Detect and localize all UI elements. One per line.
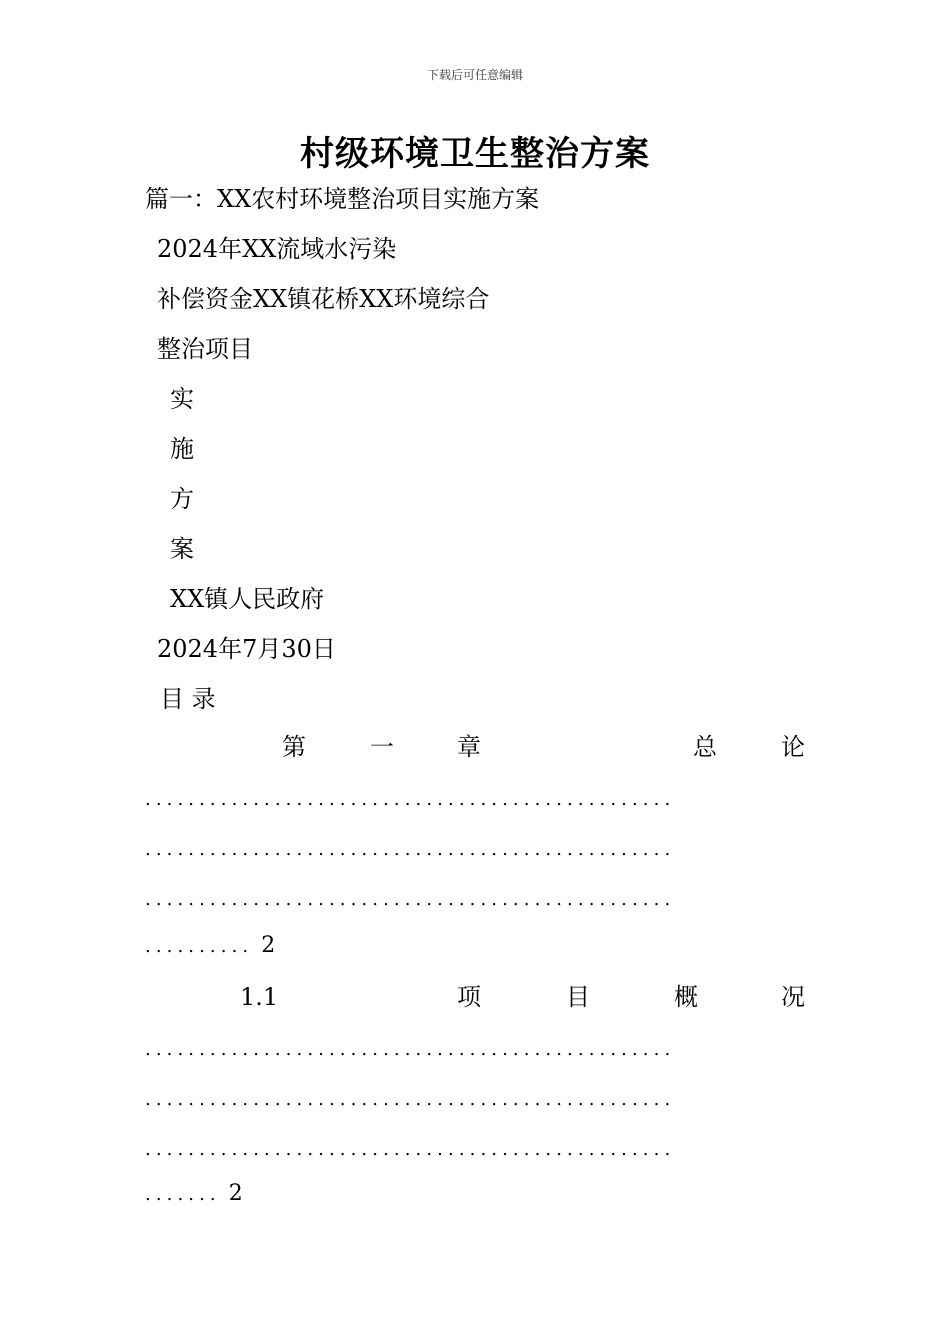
toc-heading: 目 录	[160, 685, 216, 713]
body-line: 2024年XX流域水污染	[157, 235, 397, 263]
toc-entry-word: 概	[674, 983, 698, 1011]
toc-entry-word: 章	[457, 733, 481, 761]
section-heading: 篇一：XX农村环境整治项目实施方案	[145, 185, 540, 213]
toc-entry-word: 第	[282, 733, 306, 761]
toc-leader-dots: .................................................	[145, 1039, 676, 1060]
body-line: 方	[170, 485, 194, 513]
toc-entry-word: 论	[781, 733, 805, 761]
toc-entry-word: 况	[781, 983, 805, 1011]
toc-page-number: 2	[261, 933, 276, 958]
toc-entry-page-line	[145, 1182, 243, 1207]
body-line: 施	[170, 435, 194, 463]
toc-entry-page-line	[145, 934, 275, 959]
toc-leader-dots: .................................................	[145, 1139, 676, 1160]
toc-entry-word: 总	[693, 733, 717, 761]
toc-entry-word: 目	[566, 983, 590, 1011]
toc-leader-dots: ..........	[145, 936, 254, 957]
toc-leader-dots: .................................................	[145, 889, 676, 910]
toc-leader-dots: .................................................	[145, 839, 676, 860]
toc-entry-word: 一	[370, 733, 394, 761]
header-note: 下载后可任意编辑	[426, 68, 523, 82]
toc-leader-dots: .................................................	[145, 789, 676, 810]
document-title: 村级环境卫生整治方案	[300, 134, 650, 174]
body-line: 实	[170, 385, 194, 413]
body-line: 案	[170, 535, 194, 563]
toc-leader-dots: .......	[145, 1184, 221, 1205]
body-line: 2024年7月30日	[157, 635, 336, 663]
toc-page-number: 2	[228, 1181, 243, 1206]
body-line: 整治项目	[157, 335, 253, 363]
body-line: XX镇人民政府	[170, 585, 325, 613]
toc-entry-word: 项	[457, 983, 481, 1011]
body-line: 补偿资金XX镇花桥XX环境综合	[157, 285, 490, 313]
toc-leader-dots: .................................................	[145, 1089, 676, 1110]
toc-entry-word: 1.1	[240, 983, 279, 1011]
